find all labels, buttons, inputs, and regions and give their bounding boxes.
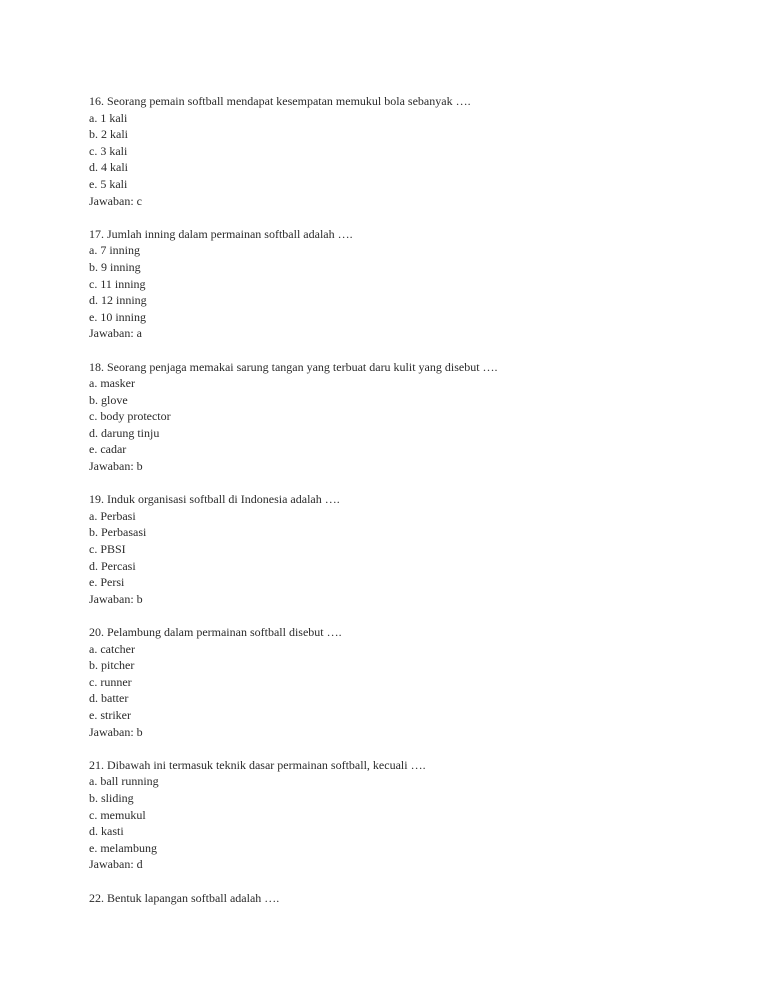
option-d: d. 12 inning (89, 293, 147, 308)
option-a: a. ball running (89, 774, 159, 789)
question-19 (89, 491, 729, 607)
question-text: 16. Seorang pemain softball mendapat kesempatan memukul bola sebanyak …. (89, 94, 471, 108)
option-e: e. 10 inning (89, 309, 146, 324)
option-c: c. 3 kali (89, 143, 128, 158)
answer-text: Jawaban: b (89, 459, 143, 474)
question-text: 22. Bentuk lapangan softball adalah …. (89, 890, 280, 905)
option-e: e. 5 kali (89, 176, 128, 191)
option-b: b. sliding (89, 790, 134, 805)
question-text: 19. Induk organisasi softball di Indonesia adalah …. (89, 492, 340, 507)
option-d: d. 4 kali (89, 160, 128, 175)
question-21 (89, 757, 729, 873)
question-18 (89, 359, 729, 475)
option-e: e. cadar (89, 442, 127, 457)
question-16 (89, 93, 729, 209)
option-a: a. 1 kali (89, 110, 128, 125)
option-e: e. striker (89, 707, 131, 722)
question-text: 17. Jumlah inning dalam permainan softball adalah …. (89, 226, 353, 241)
option-d: d. batter (89, 691, 129, 706)
option-b: b. glove (89, 392, 128, 407)
option-e: e. Persi (89, 575, 125, 590)
answer-text: Jawaban: a (89, 326, 142, 341)
option-c: c. body protector (89, 409, 171, 424)
question-text: 18. Seorang penjaga memakai sarung tangan yang terbuat daru kulit yang disebut …. (89, 359, 498, 374)
question-text: 20. Pelambung dalam permainan softball disebut …. (89, 625, 342, 639)
option-c: c. runner (89, 674, 132, 689)
option-b: b. Perbasasi (89, 525, 147, 540)
option-c: c. 11 inning (89, 276, 146, 291)
document-page (89, 93, 729, 923)
option-a: a. catcher (89, 641, 135, 656)
option-c: c. memukul (89, 807, 146, 822)
option-d: d. kasti (89, 824, 124, 839)
option-e: e. melambung (89, 840, 157, 855)
option-b: b. 2 kali (89, 127, 128, 142)
question-22 (89, 890, 729, 907)
question-20 (89, 624, 729, 740)
option-a: a. Perbasi (89, 508, 136, 523)
option-d: d. Percasi (89, 558, 136, 573)
question-text: 21. Dibawah ini termasuk teknik dasar permainan softball, kecuali …. (89, 757, 426, 772)
option-b: b. 9 inning (89, 259, 141, 274)
question-17 (89, 226, 729, 342)
option-a: a. 7 inning (89, 243, 140, 258)
option-c: c. PBSI (89, 542, 126, 557)
option-b: b. pitcher (89, 658, 135, 673)
answer-text: Jawaban: d (89, 857, 143, 872)
answer-text: Jawaban: c (89, 193, 142, 208)
answer-text: Jawaban: b (89, 724, 143, 739)
option-d: d. darung tinju (89, 425, 160, 440)
option-a: a. masker (89, 376, 135, 391)
answer-text: Jawaban: b (89, 591, 143, 606)
